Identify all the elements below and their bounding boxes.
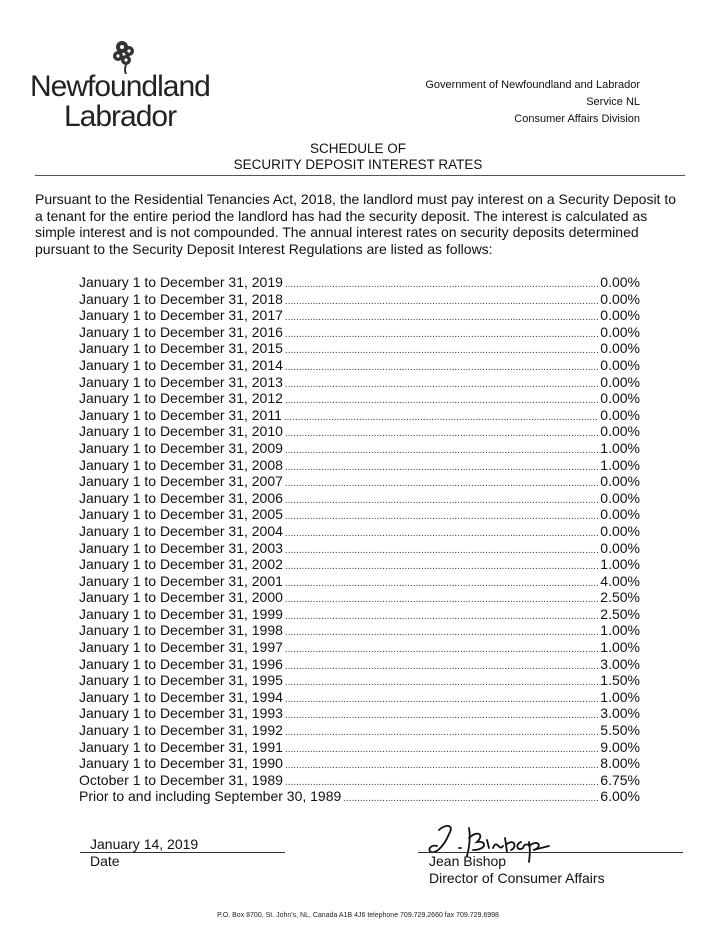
- rate-row: [79, 689, 640, 706]
- page-title-line2: SECURITY DEPOSIT INTEREST RATES: [233, 157, 483, 172]
- page-title-line1: SCHEDULE OF: [309, 141, 407, 156]
- dot-leader: [285, 428, 598, 439]
- dot-leader: [285, 462, 598, 473]
- dot-leader: [285, 511, 598, 522]
- rate-period: January 1 to December 31, 1997: [79, 639, 283, 656]
- rate-row: [79, 772, 640, 789]
- dot-leader: [285, 760, 598, 771]
- rate-row: [79, 589, 640, 606]
- dot-leader: [285, 777, 598, 788]
- rate-row: [79, 374, 640, 391]
- rate-row: [79, 788, 640, 805]
- rate-period: January 1 to December 31, 2018: [79, 290, 283, 307]
- rate-value: 0.00%: [600, 307, 640, 324]
- rate-period: January 1 to December 31, 2019: [79, 274, 283, 290]
- dot-leader: [285, 329, 598, 340]
- dot-leader: [285, 495, 598, 506]
- dot-leader: [285, 594, 598, 605]
- dot-leader: [285, 445, 598, 456]
- rate-row: [79, 705, 640, 722]
- rate-value: 2.50%: [600, 605, 640, 622]
- logo-text-newfoundland: Newfoundland: [30, 70, 210, 103]
- rate-value: 3.00%: [600, 705, 640, 722]
- dot-leader: [285, 362, 598, 373]
- rate-period: January 1 to December 31, 1992: [79, 722, 283, 739]
- rate-period: January 1 to December 31, 2016: [79, 323, 283, 340]
- rate-value: 0.00%: [600, 290, 640, 307]
- rate-value: 3.00%: [600, 655, 640, 672]
- rate-value: 2.50%: [600, 589, 640, 606]
- rate-period: January 1 to December 31, 1999: [79, 605, 283, 622]
- pitcher-plant-icon: [100, 38, 150, 74]
- rate-row: [79, 390, 640, 407]
- dot-leader: [285, 345, 598, 356]
- dot-leader: [284, 412, 598, 423]
- rate-row: [79, 324, 640, 341]
- footer-contact: P.O. Box 8700, St. John's, NL, Canada A1B 4J6 telephone 709.729.2660 fax 709.729.6998: [217, 912, 499, 919]
- rate-value: 0.00%: [600, 522, 640, 539]
- rate-row: [79, 639, 640, 656]
- rate-period: January 1 to December 31, 2017: [79, 307, 283, 324]
- rate-row: [79, 506, 640, 523]
- rate-row: [79, 440, 640, 457]
- rate-value: 5.50%: [600, 722, 640, 739]
- dot-leader: [285, 478, 598, 489]
- rate-period: January 1 to December 31, 2014: [79, 356, 283, 373]
- rate-period: January 1 to December 31, 2003: [79, 539, 283, 556]
- rate-value: 0.00%: [600, 423, 640, 440]
- rate-value: 0.00%: [600, 323, 640, 340]
- rate-period: January 1 to December 31, 1991: [79, 738, 283, 755]
- rate-value: 0.00%: [600, 473, 640, 490]
- rate-period: January 1 to December 31, 2008: [79, 456, 283, 473]
- date-label: Date: [90, 853, 120, 869]
- dot-leader: [285, 395, 598, 406]
- rate-period: January 1 to December 31, 2010: [79, 423, 283, 440]
- rate-row: [79, 622, 640, 639]
- rate-row: [79, 573, 640, 590]
- dot-leader: [285, 528, 598, 539]
- newfoundland-labrador-logo: [30, 38, 220, 133]
- rate-row: [79, 739, 640, 756]
- logo-text-labrador: Labrador: [64, 100, 177, 133]
- dot-leader: [285, 710, 598, 721]
- rate-value: 0.00%: [600, 406, 640, 423]
- rate-row: [79, 656, 640, 673]
- dot-leader: [285, 627, 598, 638]
- rate-row: [79, 423, 640, 440]
- rate-period: January 1 to December 31, 2013: [79, 373, 283, 390]
- rate-value: 4.00%: [600, 572, 640, 589]
- rate-period: Prior to and including September 30, 1989: [79, 788, 342, 805]
- rate-period: January 1 to December 31, 2007: [79, 473, 283, 490]
- division-name: Consumer Affairs Division: [514, 113, 640, 125]
- dot-leader: [285, 644, 598, 655]
- rate-period: October 1 to December 31, 1989: [79, 771, 283, 788]
- rate-row: [79, 523, 640, 540]
- rate-value: 6.00%: [600, 788, 640, 805]
- dot-leader: [285, 279, 598, 290]
- rate-row: [79, 672, 640, 689]
- dot-leader: [285, 677, 598, 688]
- rate-value: 0.00%: [600, 274, 640, 290]
- rate-period: January 1 to December 31, 2001: [79, 572, 283, 589]
- rate-value: 0.00%: [600, 373, 640, 390]
- rate-period: January 1 to December 31, 1994: [79, 688, 283, 705]
- intro-paragraph: Pursuant to the Residential Tenancies Act, 2018, the landlord must pay interest on a Security Deposit to a tenant for the entire period the landlord has had the security deposit. The interest is calculated as simple interest and is not compounded. The annual interest rates on security deposits determined pursuant to the Security Deposit Interest Regulations are listed as follows:: [35, 191, 677, 257]
- rate-period: January 1 to December 31, 1996: [79, 655, 283, 672]
- rate-period: January 1 to December 31, 2004: [79, 522, 283, 539]
- rate-row: [79, 722, 640, 739]
- signature-date-value: January 14, 2019: [90, 836, 199, 852]
- organization-block: [425, 77, 640, 128]
- dot-leader: [285, 611, 598, 622]
- dot-leader: [285, 744, 598, 755]
- rate-row: [79, 755, 640, 772]
- rate-value: 1.00%: [600, 622, 640, 639]
- rate-period: January 1 to December 31, 2015: [79, 340, 283, 357]
- rate-period: January 1 to December 31, 2009: [79, 439, 283, 456]
- rate-value: 0.00%: [600, 390, 640, 407]
- rate-period: January 1 to December 31, 1998: [79, 622, 283, 639]
- rate-row: [79, 307, 640, 324]
- rate-period: January 1 to December 31, 2005: [79, 506, 283, 523]
- rate-period: January 1 to December 31, 2002: [79, 556, 283, 573]
- rate-value: 0.00%: [600, 356, 640, 373]
- rate-value: 1.00%: [600, 456, 640, 473]
- rate-row: [79, 357, 640, 374]
- dot-leader: [285, 312, 598, 323]
- rate-row: [79, 490, 640, 507]
- rate-row: [79, 457, 640, 474]
- rate-value: 0.00%: [600, 340, 640, 357]
- rate-value: 9.00%: [600, 738, 640, 755]
- rate-row: [79, 291, 640, 308]
- dot-leader: [285, 296, 598, 307]
- government-name: Government of Newfoundland and Labrador: [425, 79, 640, 91]
- rate-value: 0.00%: [600, 489, 640, 506]
- rate-value: 1.00%: [600, 439, 640, 456]
- rate-row: [79, 274, 640, 291]
- rate-row: [79, 407, 640, 424]
- dot-leader: [285, 727, 598, 738]
- dot-leader: [285, 694, 598, 705]
- rate-value: 1.00%: [600, 688, 640, 705]
- rate-period: January 1 to December 31, 1990: [79, 755, 283, 772]
- rate-row: [79, 340, 640, 357]
- interest-rate-list: [79, 274, 640, 805]
- rate-period: January 1 to December 31, 1995: [79, 672, 283, 689]
- rate-value: 1.00%: [600, 639, 640, 656]
- rate-value: 6.75%: [600, 771, 640, 788]
- rate-row: [79, 556, 640, 573]
- rate-row: [79, 540, 640, 557]
- rate-value: 8.00%: [600, 755, 640, 772]
- title-divider: [35, 175, 685, 176]
- dot-leader: [343, 793, 598, 804]
- dot-leader: [285, 545, 598, 556]
- rate-period: January 1 to December 31, 2006: [79, 489, 283, 506]
- rate-row: [79, 473, 640, 490]
- rate-period: January 1 to December 31, 2011: [79, 406, 282, 423]
- rate-period: January 1 to December 31, 1993: [79, 705, 283, 722]
- dot-leader: [285, 578, 598, 589]
- rate-value: 1.00%: [600, 556, 640, 573]
- rate-period: January 1 to December 31, 2012: [79, 390, 283, 407]
- dot-leader: [285, 561, 598, 572]
- rate-value: 1.50%: [600, 672, 640, 689]
- service-name: Service NL: [586, 96, 640, 108]
- rate-value: 0.00%: [600, 539, 640, 556]
- signer-title: Director of Consumer Affairs: [429, 870, 605, 886]
- rate-period: January 1 to December 31, 2000: [79, 589, 283, 606]
- dot-leader: [285, 661, 598, 672]
- rate-row: [79, 606, 640, 623]
- rate-value: 0.00%: [600, 506, 640, 523]
- dot-leader: [285, 379, 598, 390]
- signer-name: Jean Bishop: [429, 853, 507, 869]
